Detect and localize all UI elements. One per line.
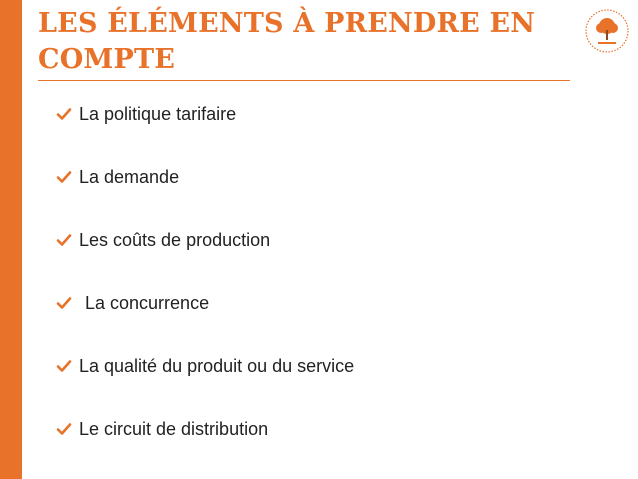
- bullet-label: La politique tarifaire: [79, 103, 237, 124]
- slide-title-line-1: LES ÉLÉMENTS À PRENDRE EN: [38, 8, 536, 39]
- accent-sidebar: [0, 0, 22, 479]
- tree-logo-icon: [584, 8, 630, 54]
- bullet-list: [56, 98, 354, 476]
- checkmark-icon: [56, 232, 72, 248]
- checkmark-icon: [56, 169, 72, 185]
- checkmark-icon: [56, 358, 72, 374]
- checkmark-icon: [56, 295, 72, 311]
- bullet-item: [56, 287, 354, 319]
- checkmark-icon: [56, 421, 72, 437]
- bullet-label: Le circuit de distribution: [79, 418, 269, 439]
- bullet-item: [56, 224, 354, 256]
- bullet-item: [56, 413, 354, 445]
- bullet-label: La demande: [79, 166, 180, 187]
- bullet-item: [56, 161, 354, 193]
- bullet-item: [56, 98, 354, 130]
- title-divider: [38, 80, 570, 81]
- slide-title-line-2: COMPTE: [38, 44, 176, 75]
- bullet-item: [56, 350, 354, 382]
- checkmark-icon: [56, 106, 72, 122]
- bullet-label: La qualité du produit ou du service: [79, 355, 355, 376]
- bullet-label: Les coûts de production: [79, 229, 271, 250]
- slide-title: [38, 6, 558, 78]
- bullet-label: La concurrence: [85, 292, 210, 313]
